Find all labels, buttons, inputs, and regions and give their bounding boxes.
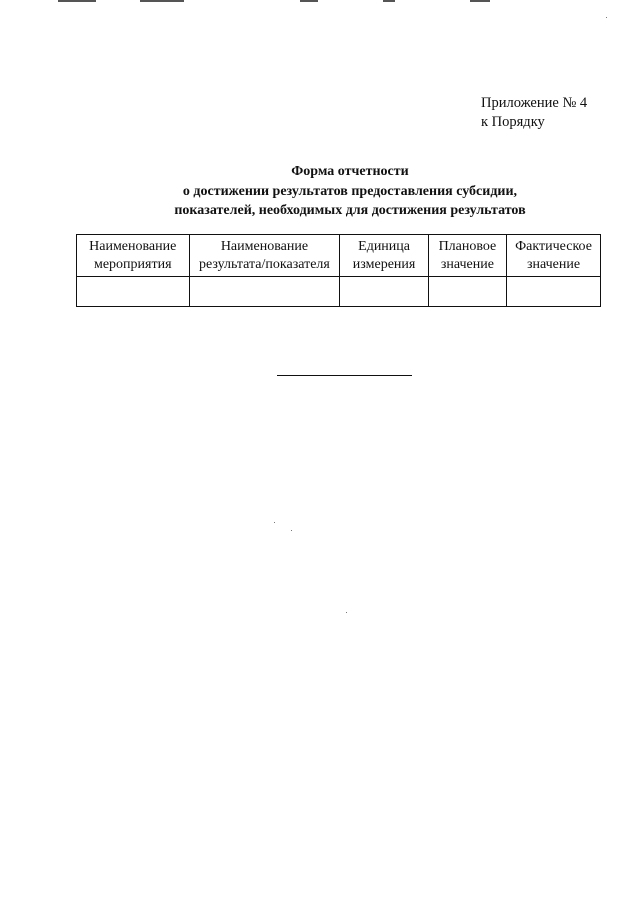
appendix-reference — [481, 94, 587, 132]
table-cell — [428, 277, 506, 307]
scan-artifact — [383, 0, 395, 2]
header-text: измерения — [352, 257, 416, 272]
table-header-row — [77, 235, 601, 277]
table-row — [77, 277, 601, 307]
header-text: Плановое — [438, 239, 497, 254]
header-unit — [340, 235, 428, 277]
form-title-line-3: показателей, необходимых для достижения результатов — [174, 203, 526, 218]
scan-speck — [291, 530, 292, 531]
appendix-number: Приложение № 4 — [481, 95, 588, 111]
header-text: Фактическое — [515, 239, 592, 254]
appendix-parent-document: к Порядку — [481, 114, 545, 130]
table-cell — [77, 277, 190, 307]
scan-speck — [274, 522, 275, 523]
header-text: значение — [440, 257, 494, 272]
header-text: Единица — [358, 239, 410, 254]
header-text: Наименование — [89, 239, 177, 254]
table-cell — [507, 277, 601, 307]
table-cell — [340, 277, 428, 307]
end-of-document-line — [277, 375, 412, 376]
header-text: Наименование — [220, 239, 309, 254]
form-title-line-2: о достижении результатов предоставления субсидии, — [182, 183, 518, 199]
header-text: значение — [526, 257, 581, 272]
scan-speck — [606, 17, 607, 18]
scan-speck — [346, 612, 347, 613]
header-actual-value — [507, 235, 601, 277]
header-activity-name — [77, 235, 190, 277]
scan-artifact — [140, 0, 184, 2]
scan-artifact — [300, 0, 318, 2]
form-title — [60, 162, 640, 221]
form-title-line-1: Форма отчетности — [291, 164, 409, 179]
scan-artifact — [470, 0, 490, 2]
table-cell — [189, 277, 340, 307]
header-planned-value — [428, 235, 506, 277]
scan-artifact — [58, 0, 96, 2]
report-table — [76, 234, 601, 307]
header-text: результата/показателя — [199, 257, 330, 272]
header-result-name — [189, 235, 340, 277]
header-text: мероприятия — [93, 257, 172, 272]
